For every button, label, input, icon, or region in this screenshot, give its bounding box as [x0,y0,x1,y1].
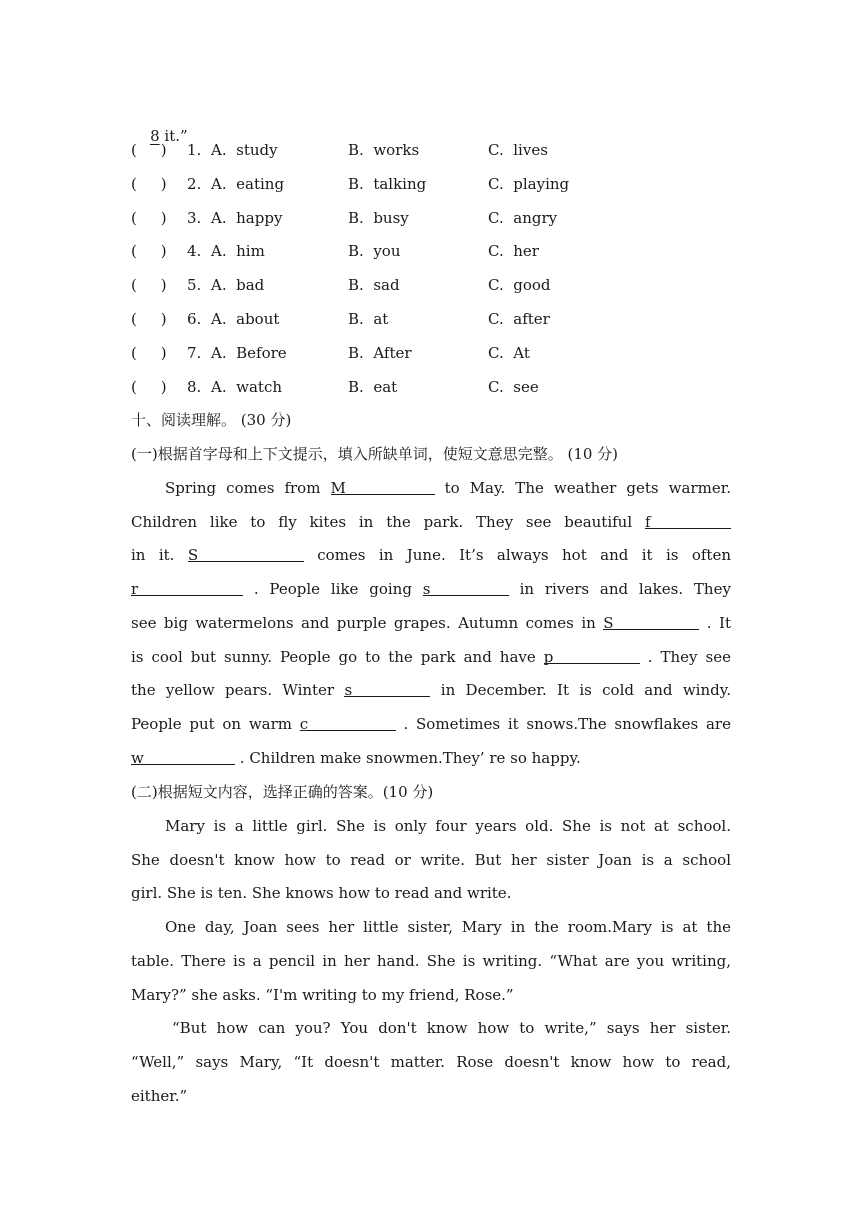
option-a: A. him [211,242,265,260]
fill-blank[interactable]: r [131,579,243,596]
passage1-line-8: People put on warm c . Sometimes it snows.The snowflakes are [131,715,731,733]
fill-blank[interactable]: w [131,748,235,765]
question-number: 1. [187,141,202,159]
answer-paren[interactable]: ( ) [131,276,167,294]
fill-blank[interactable]: M [331,478,435,495]
answer-paren[interactable]: ( ) [131,209,167,227]
passage2-line: Mary?” she asks. “I'm writing to my friend, Rose.” [131,986,514,1004]
part1-title: (一)根据首字母和上下文提示，填入所缺单词，使短文意思完整。 (10 分) [131,445,619,463]
question-number: 8. [187,378,202,396]
option-b: B. eat [348,378,398,396]
option-b: B. talking [348,175,427,193]
fill-blank[interactable]: s [344,680,430,697]
passage2-line: Mary is a little girl. She is only four years old. She is not at school. [165,817,731,835]
passage2-line: One day, Joan sees her little sister, Mary in the room.Mary is at the [165,918,731,936]
option-b: B. busy [348,209,409,227]
option-b: B. works [348,141,420,159]
fill-blank[interactable]: c [300,714,396,731]
option-c: C. lives [488,141,548,159]
option-a: A. study [211,141,278,159]
option-a: A. Before [211,344,287,362]
option-c: C. see [488,378,539,396]
passage1-line-5: see big watermelons and purple grapes. Autumn comes in S . It [131,614,731,632]
option-a: A. bad [211,276,265,294]
option-a: A. watch [211,378,283,396]
passage2-line: either.” [131,1087,188,1105]
option-c: C. good [488,276,551,294]
question-number: 3. [187,209,202,227]
fill-blank[interactable]: S [603,613,699,630]
passage1-line-9: w . Children make snowmen.They’ re so happy. [131,749,581,767]
option-c: C. angry [488,209,558,227]
fill-blank[interactable]: f [645,512,731,529]
fill-blank[interactable]: S [188,545,304,562]
question-number: 7. [187,344,202,362]
option-a: A. happy [211,209,283,227]
question-number: 4. [187,242,202,260]
continuation-text: it.” [159,127,188,145]
option-c: C. At [488,344,530,362]
option-c: C. her [488,242,539,260]
passage2-line: “Well,” says Mary, “It doesn't matter. Rose doesn't know how to read, [131,1053,731,1071]
question-number: 5. [187,276,202,294]
passage2-line: “But how can you? You don't know how to write,” says her sister. [172,1019,731,1037]
question-number: 2. [187,175,202,193]
passage2-line: girl. She is ten. She knows how to read and write. [131,884,512,902]
passage1-line-7: the yellow pears. Winter s in December. It is cold and windy. [131,681,731,699]
option-a: A. eating [211,175,285,193]
option-b: B. at [348,310,389,328]
section-title: 十、阅读理解。 (30 分) [131,411,292,429]
option-b: B. you [348,242,401,260]
answer-paren[interactable]: ( ) [131,378,167,396]
passage1-line-4: r . People like going s in rivers and lakes. They [131,580,731,598]
option-a: A. about [211,310,280,328]
option-b: B. After [348,344,412,362]
blank-number-8: 8 [150,127,160,145]
passage1-line-3: in it. S comes in June. It’s always hot and it is often [131,546,731,564]
passage1-line-6: is cool but sunny. People go to the park and have p . They see [131,648,731,666]
passage1-line-1: Spring comes from M to May. The weather gets warmer. [165,479,731,497]
answer-paren[interactable]: ( ) [131,242,167,260]
passage1-line-2: Children like to fly kites in the park. They see beautiful f [131,512,731,532]
passage2-line: table. There is a pencil in her hand. She is writing. “What are you writing, [131,952,731,970]
answer-paren[interactable]: ( ) [131,141,167,159]
option-c: C. playing [488,175,570,193]
answer-paren[interactable]: ( ) [131,175,167,193]
passage2-line: She doesn't know how to read or write. But her sister Joan is a school [131,851,731,869]
option-b: B. sad [348,276,400,294]
option-c: C. after [488,310,550,328]
question-number: 6. [187,310,202,328]
part2-title: (二)根据短文内容，选择正确的答案。(10 分) [131,783,434,801]
answer-paren[interactable]: ( ) [131,310,167,328]
fill-blank[interactable]: s [423,579,509,596]
fill-blank[interactable]: p [544,647,640,664]
answer-paren[interactable]: ( ) [131,344,167,362]
